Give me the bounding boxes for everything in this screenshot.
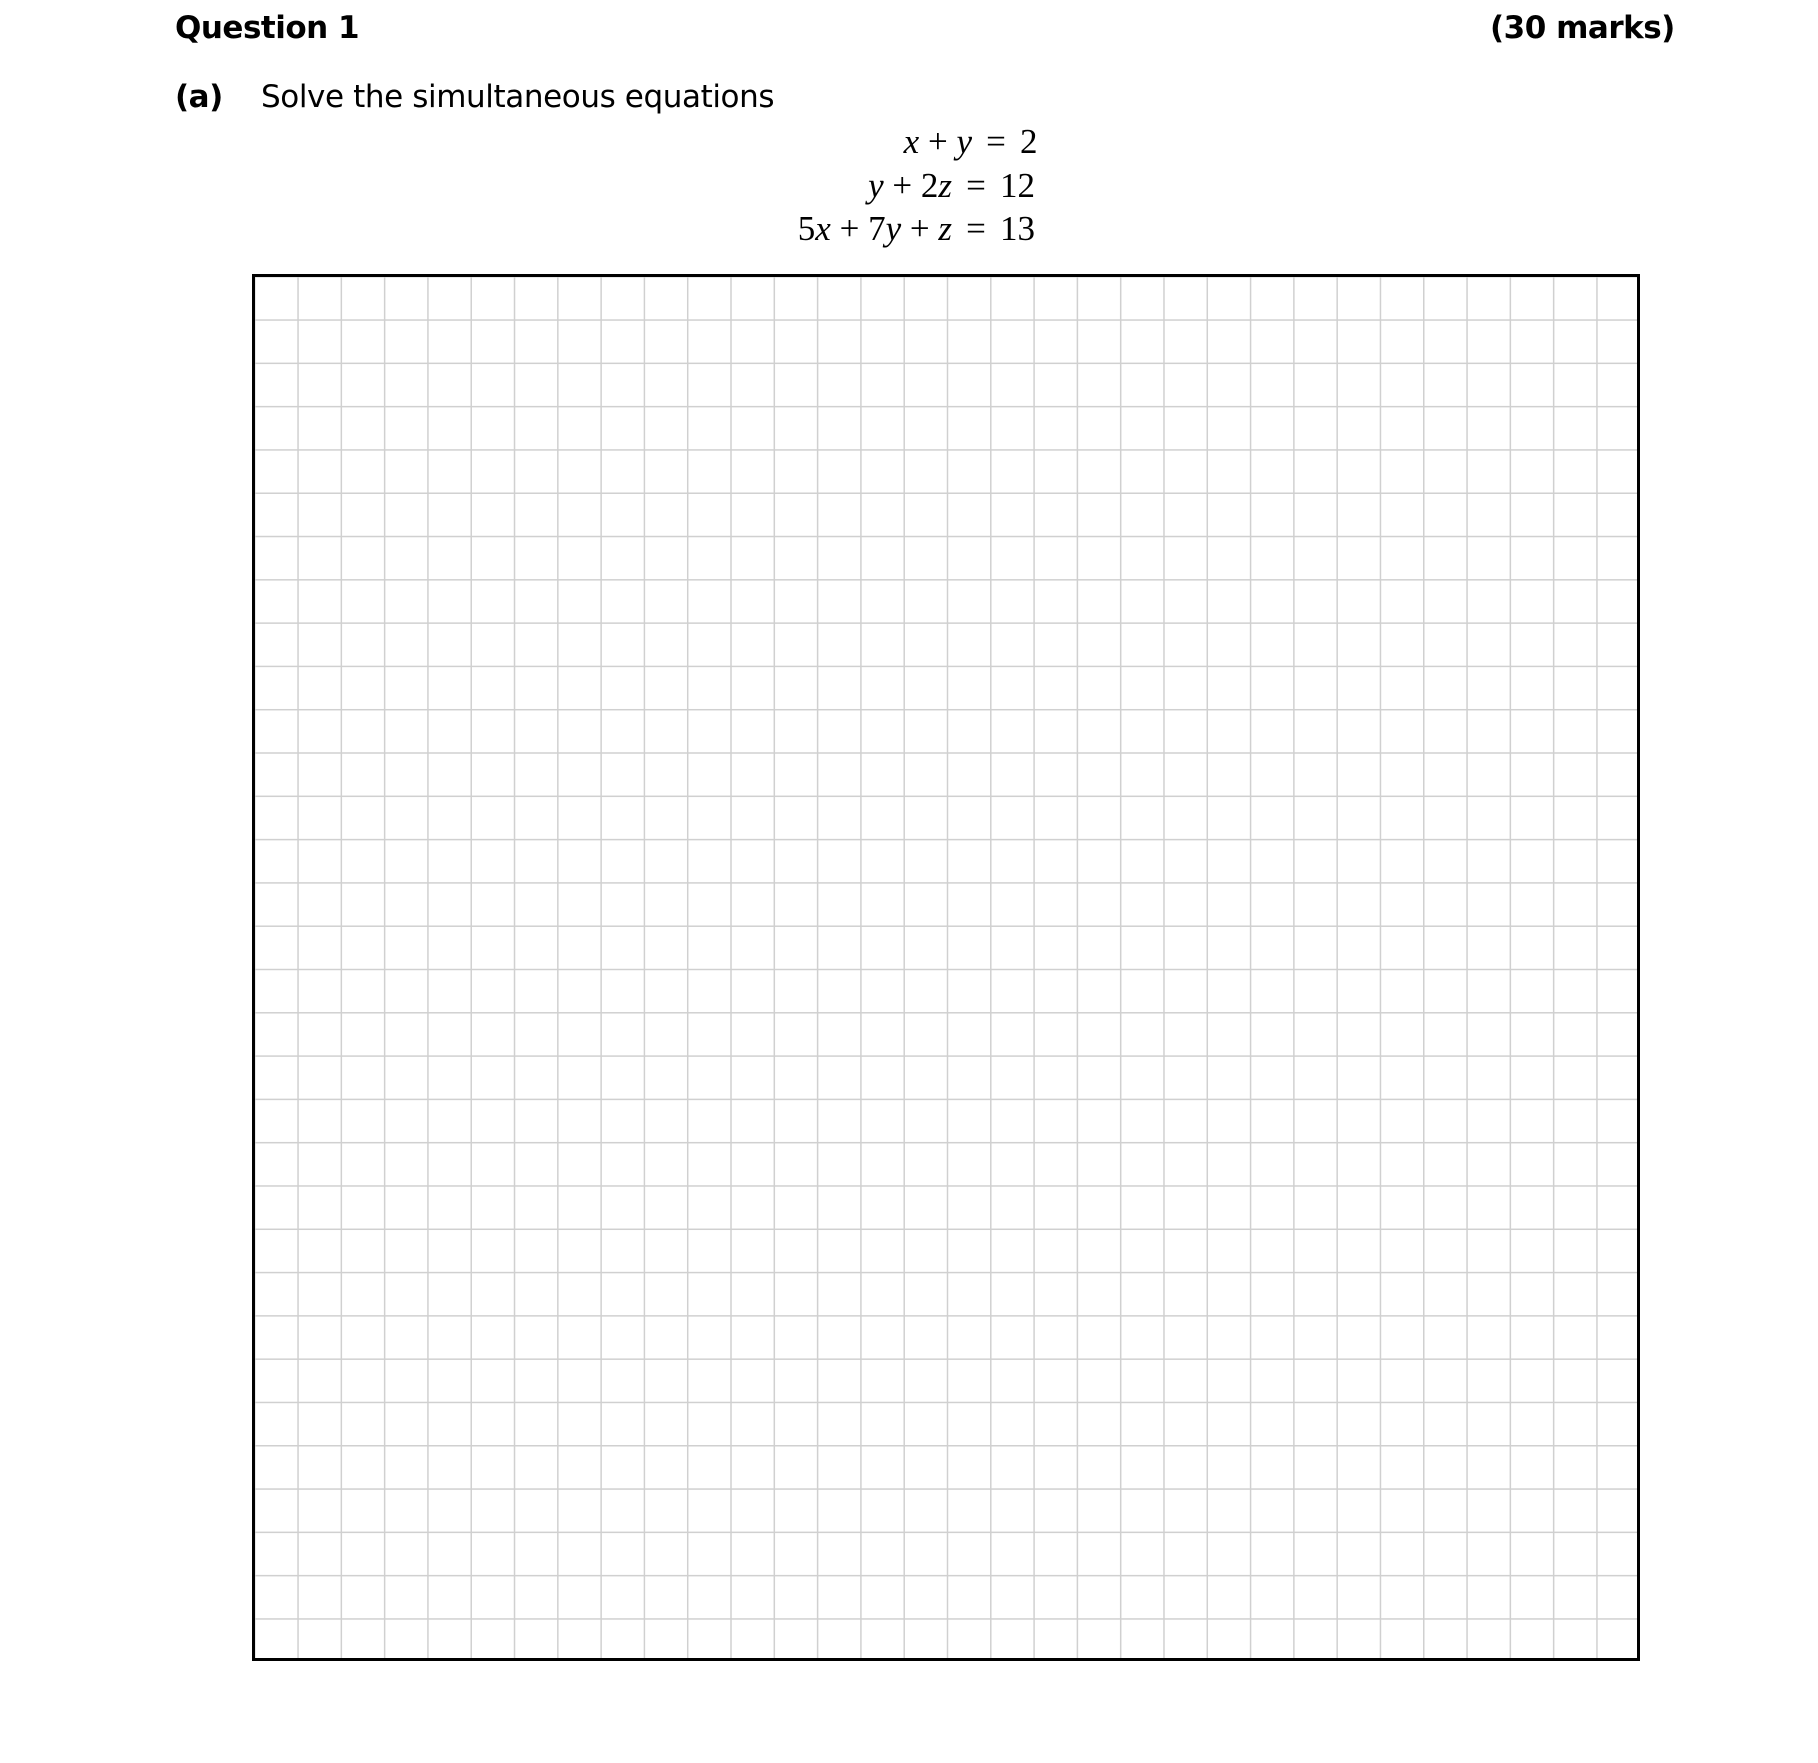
marks-label: (30 marks)	[1490, 10, 1675, 46]
equation-1-rhs: 2	[1020, 122, 1038, 161]
equation-system	[700, 120, 1060, 251]
equation-1-lhs: x + y	[903, 122, 972, 161]
part-a-label: (a)	[175, 79, 223, 115]
equation-3-equals: =	[966, 209, 986, 248]
question-title: Question 1	[175, 10, 360, 46]
equation-2-rhs: 12	[1000, 165, 1035, 205]
equation-2-lhs: y + 2z	[868, 165, 952, 205]
equation-2	[700, 164, 1060, 208]
answer-grid-area[interactable]	[252, 274, 1640, 1661]
equation-1	[700, 120, 1060, 164]
equation-3-lhs: 5x + 7y + z	[797, 209, 952, 248]
part-a-instruction: Solve the simultaneous equations	[261, 79, 775, 115]
equation-2-equals: =	[966, 165, 986, 205]
equation-3-rhs: 13	[1000, 209, 1035, 248]
equation-1-equals: =	[986, 122, 1006, 161]
equation-3	[700, 207, 1060, 251]
